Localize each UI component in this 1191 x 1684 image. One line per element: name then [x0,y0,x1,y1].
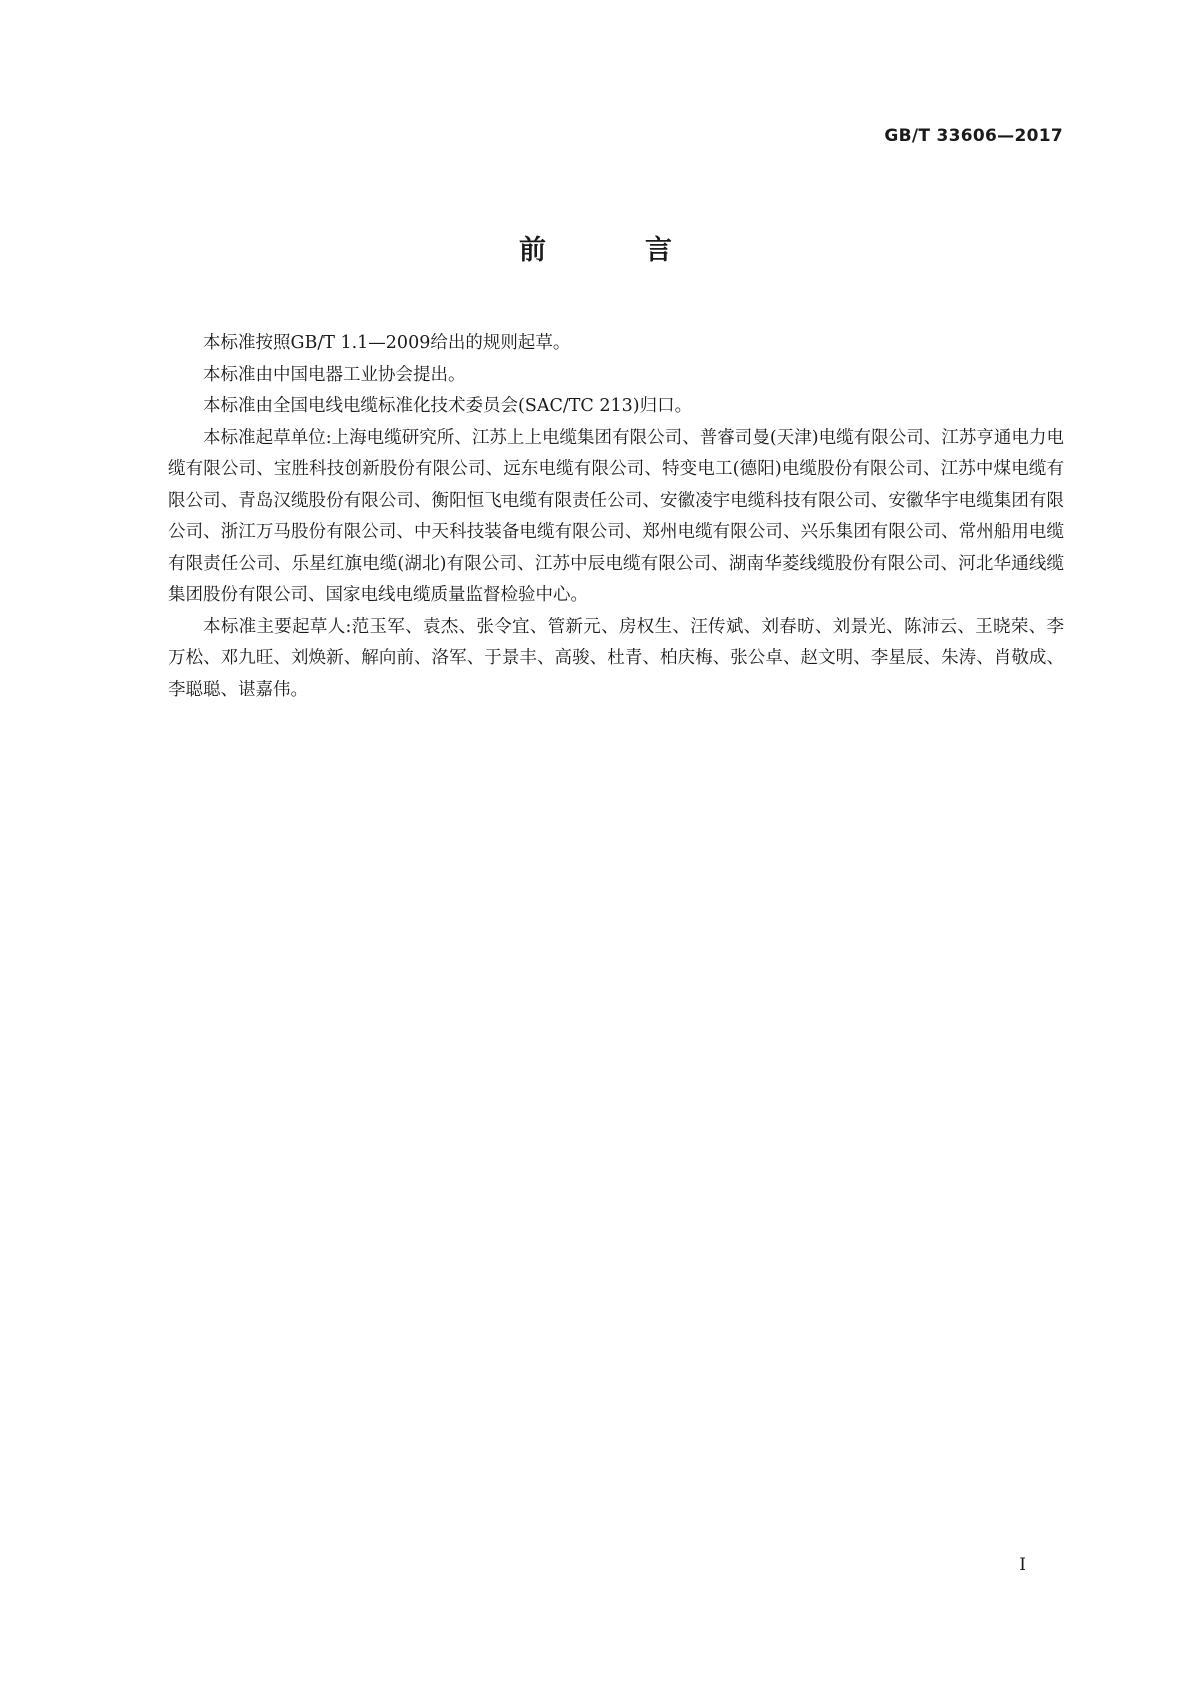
paragraph-administrator: 本标准由全国电线电缆标准化技术委员会(SAC/TC 213)归口。 [203,396,693,416]
paragraph-drafting-units: 本标准起草单位:上海电缆研究所、江苏上上电缆集团有限公司、普睿司曼(天津)电缆有限公司、江苏亨通电力电缆有限公司、宝胜科技创新股份有限公司、远东电缆有限公司、特变电工(德阳)电缆股份有限公司、江苏中煤电缆有限公司、青岛汉缆股份有限公司、衡阳恒飞电缆有限责任公司、安徽凌宇电缆科技有限公司、安徽华宇电缆集团有限公司、浙江万马股份有限公司、中天科技装备电缆有限公司、郑州电缆有限公司、兴乐集团有限公司、常州船用电缆有限责任公司、乐星红旗电缆(湖北)有限公司、江苏中辰电缆有限公司、湖南华菱线缆股份有限公司、河北华通线缆集团股份有限公司、国家电线电缆质量监督检验中心。 [168,427,1064,605]
page-number: I [1019,1555,1026,1575]
standard-number: GB/T 33606—2017 [884,126,1063,146]
paragraph-main-drafters: 本标准主要起草人:范玉军、袁杰、张令宜、管新元、房权生、汪传斌、刘春昉、刘景光、陈沛云、王晓荣、李万松、邓九旺、刘焕新、解向前、洛军、于景丰、高骏、杜青、柏庆梅、张公卓、赵文明、李星辰、朱涛、肖敬成、李聪聪、谌嘉伟。 [168,616,1064,700]
page-title: 前 言 [519,235,708,266]
paragraph-proposer: 本标准由中国电器工业协会提出。 [203,364,466,385]
paragraph-drafting-rules: 本标准按照GB/T 1.1—2009给出的规则起草。 [203,333,571,353]
foreword-body [168,328,1064,706]
